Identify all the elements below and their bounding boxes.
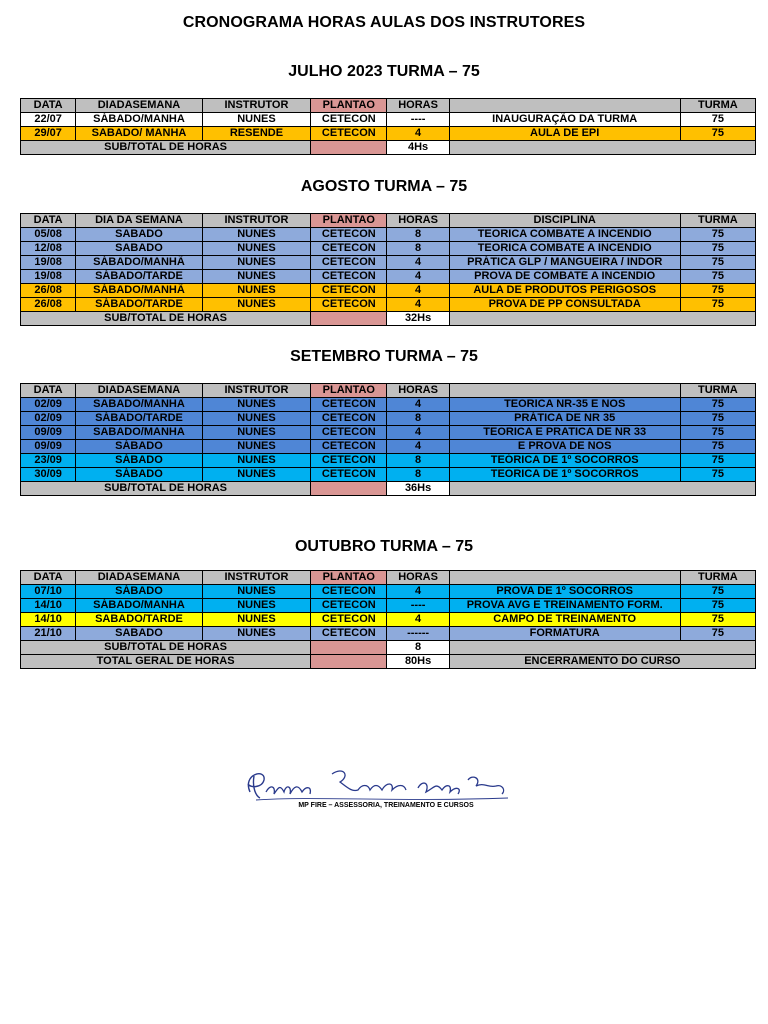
cell-weekday: SÁBADO (76, 440, 203, 454)
cell-discipline: TEORICA NR-35 E NOS (449, 398, 680, 412)
subtotal-label: SUB/TOTAL DE HORAS (21, 141, 311, 155)
cell-instructor: NUNES (202, 468, 310, 482)
header-plantao: PLANTAO (311, 99, 387, 113)
table-header-row (21, 384, 756, 398)
cell-date: 02/09 (21, 398, 76, 412)
cell-date: 19/08 (21, 270, 76, 284)
cell-weekday: SABADO/TARDE (76, 613, 203, 627)
cell-date: 02/09 (21, 412, 76, 426)
subtotal-plantao-cell (311, 312, 387, 326)
subtotal-row (21, 655, 756, 669)
header-hours: HORAS (387, 384, 449, 398)
cell-discipline: CAMPO DE TREINAMENTO (449, 613, 680, 627)
subtotal-note: ENCERRAMENTO DO CURSO (449, 655, 755, 669)
subtotal-row (21, 312, 756, 326)
cell-discipline: FORMATURA (449, 627, 680, 641)
cell-hours: 4 (387, 585, 449, 599)
table-row (21, 440, 756, 454)
header-hours: HORAS (387, 571, 449, 585)
cell-turma: 75 (680, 412, 755, 426)
cell-hours: 8 (387, 454, 449, 468)
cell-weekday: SABADO (76, 627, 203, 641)
cell-discipline: PROVA DE PP CONSULTADA (449, 298, 680, 312)
cell-turma: 75 (680, 599, 755, 613)
cell-weekday: SÁBADO/MANHÃ (76, 256, 203, 270)
header-weekday: DIADASEMANA (76, 99, 203, 113)
cell-instructor: NUNES (202, 398, 310, 412)
cell-instructor: NUNES (202, 613, 310, 627)
table-row (21, 228, 756, 242)
table-row (21, 426, 756, 440)
cell-turma: 75 (680, 113, 755, 127)
subtotal-hours: 80Hs (387, 655, 449, 669)
signature-caption: MP FIRE – ASSESSORIA, TREINAMENTO E CURSOS (298, 802, 474, 809)
table-row (21, 298, 756, 312)
header-plantao: PLANTAO (311, 384, 387, 398)
cell-turma: 75 (680, 627, 755, 641)
cell-discipline: TEORICA COMBATE A INCENDIO (449, 242, 680, 256)
cell-weekday: SÁBADO/MANHÃ (76, 284, 203, 298)
cell-turma: 75 (680, 228, 755, 242)
cell-weekday: SÁBADO (76, 585, 203, 599)
cell-hours: 8 (387, 242, 449, 256)
table-row (21, 412, 756, 426)
cell-instructor: NUNES (202, 270, 310, 284)
subtotal-plantao-cell (311, 655, 387, 669)
subtotal-hours: 32Hs (387, 312, 449, 326)
cell-discipline: PRÁTICA DE NR 35 (449, 412, 680, 426)
table-row (21, 127, 756, 141)
header-date: DATA (21, 99, 76, 113)
header-turma: TURMA (680, 214, 755, 228)
cell-weekday: SABADO (76, 242, 203, 256)
section-title-setembro: SETEMBRO TURMA – 75 (290, 348, 478, 365)
cell-plantao: CETECON (311, 256, 387, 270)
cell-instructor: NUNES (202, 412, 310, 426)
table-header-row (21, 214, 756, 228)
cell-plantao: CETECON (311, 298, 387, 312)
cell-discipline: TEORICA E PRATICA DE NR 33 (449, 426, 680, 440)
cell-weekday: SÁBADO/MANHA (76, 599, 203, 613)
subtotal-label: SUB/TOTAL DE HORAS (21, 641, 311, 655)
cell-plantao: CETECON (311, 113, 387, 127)
table-row (21, 242, 756, 256)
cell-turma: 75 (680, 585, 755, 599)
document-title: CRONOGRAMA HORAS AULAS DOS INSTRUTORES (182, 14, 586, 31)
header-discipline (449, 571, 680, 585)
cell-instructor: NUNES (202, 113, 310, 127)
header-turma: TURMA (680, 99, 755, 113)
cell-turma: 75 (680, 242, 755, 256)
header-weekday: DIADASEMANA (76, 384, 203, 398)
cell-date: 29/07 (21, 127, 76, 141)
cell-plantao: CETECON (311, 127, 387, 141)
cell-instructor: NUNES (202, 284, 310, 298)
header-plantao: PLANTAO (311, 571, 387, 585)
cell-turma: 75 (680, 426, 755, 440)
cell-weekday: SABADO/ MANHA (76, 127, 203, 141)
table-row (21, 270, 756, 284)
cell-hours: 4 (387, 270, 449, 284)
cell-plantao: CETECON (311, 242, 387, 256)
cell-date: 26/08 (21, 284, 76, 298)
section-title-agosto: AGOSTO TURMA – 75 (300, 178, 468, 195)
cell-hours: 4 (387, 256, 449, 270)
subtotal-note (449, 312, 755, 326)
cell-date: 14/10 (21, 613, 76, 627)
cell-plantao: CETECON (311, 412, 387, 426)
cell-hours: 4 (387, 127, 449, 141)
subtotal-hours: 36Hs (387, 482, 449, 496)
cell-hours: ---- (387, 599, 449, 613)
header-turma: TURMA (680, 571, 755, 585)
cell-hours: ------ (387, 627, 449, 641)
cell-weekday: SABADO/MANHA (76, 426, 203, 440)
subtotal-hours: 8 (387, 641, 449, 655)
cell-weekday: SÁBADO/MANHA (76, 113, 203, 127)
header-instructor: INSTRUTOR (202, 571, 310, 585)
cell-plantao: CETECON (311, 440, 387, 454)
cell-plantao: CETECON (311, 599, 387, 613)
cell-date: 22/07 (21, 113, 76, 127)
header-hours: HORAS (387, 214, 449, 228)
cell-hours: 4 (387, 284, 449, 298)
subtotal-note (449, 482, 755, 496)
schedule-table-setembro (20, 383, 756, 496)
header-weekday: DIA DA SEMANA (76, 214, 203, 228)
cell-discipline: TEORICA DE 1º SOCORROS (449, 468, 680, 482)
header-date: DATA (21, 384, 76, 398)
cell-plantao: CETECON (311, 228, 387, 242)
cell-hours: 8 (387, 468, 449, 482)
schedule-table-julho (20, 98, 756, 155)
section-title-outubro: OUTUBRO TURMA – 75 (294, 538, 474, 555)
cell-hours: 4 (387, 398, 449, 412)
header-instructor: INSTRUTOR (202, 384, 310, 398)
cell-date: 09/09 (21, 426, 76, 440)
cell-weekday: SÁBADO/TARDE (76, 298, 203, 312)
cell-plantao: CETECON (311, 585, 387, 599)
header-date: DATA (21, 214, 76, 228)
cell-turma: 75 (680, 298, 755, 312)
cell-hours: ---- (387, 113, 449, 127)
cell-date: 30/09 (21, 468, 76, 482)
cell-hours: 4 (387, 298, 449, 312)
cell-instructor: NUNES (202, 585, 310, 599)
cell-discipline: AULA DE PRODUTOS PERIGOSOS (449, 284, 680, 298)
cell-plantao: CETECON (311, 270, 387, 284)
header-discipline (449, 99, 680, 113)
cell-date: 12/08 (21, 242, 76, 256)
table-header-row (21, 571, 756, 585)
cell-instructor: NUNES (202, 256, 310, 270)
header-discipline: DISCIPLINA (449, 214, 680, 228)
subtotal-label: SUB/TOTAL DE HORAS (21, 482, 311, 496)
cell-date: 14/10 (21, 599, 76, 613)
cell-date: 21/10 (21, 627, 76, 641)
cell-discipline: PRÁTICA GLP / MANGUEIRA / INDOR (449, 256, 680, 270)
cell-date: 09/09 (21, 440, 76, 454)
cell-instructor: NUNES (202, 599, 310, 613)
cell-date: 07/10 (21, 585, 76, 599)
cell-weekday: SÁBADO/TARDE (76, 412, 203, 426)
table-row (21, 468, 756, 482)
cell-instructor: RESENDE (202, 127, 310, 141)
table-row (21, 454, 756, 468)
cell-instructor: NUNES (202, 242, 310, 256)
cell-instructor: NUNES (202, 440, 310, 454)
cell-plantao: CETECON (311, 284, 387, 298)
cell-hours: 4 (387, 426, 449, 440)
cell-discipline: TEÓRICA DE 1º SOCORROS (449, 454, 680, 468)
cell-turma: 75 (680, 613, 755, 627)
cell-hours: 8 (387, 412, 449, 426)
cell-plantao: CETECON (311, 468, 387, 482)
subtotal-plantao-cell (311, 482, 387, 496)
subtotal-row (21, 641, 756, 655)
subtotal-row (21, 141, 756, 155)
cell-discipline: AULA DE EPI (449, 127, 680, 141)
subtotal-note (449, 641, 755, 655)
cell-discipline: PROVA DE 1º SOCORROS (449, 585, 680, 599)
cell-turma: 75 (680, 398, 755, 412)
cell-weekday: SÁBADO (76, 468, 203, 482)
header-instructor: INSTRUTOR (202, 99, 310, 113)
subtotal-label: TOTAL GERAL DE HORAS (21, 655, 311, 669)
cell-plantao: CETECON (311, 398, 387, 412)
cell-instructor: NUNES (202, 426, 310, 440)
table-row (21, 585, 756, 599)
subtotal-note (449, 141, 755, 155)
cell-hours: 4 (387, 613, 449, 627)
header-weekday: DIADASEMANA (76, 571, 203, 585)
cell-discipline: TEORICA COMBATE A INCENDIO (449, 228, 680, 242)
cell-plantao: CETECON (311, 613, 387, 627)
cell-discipline: PROVA AVG E TREINAMENTO FORM. (449, 599, 680, 613)
cell-discipline: E PROVA DE NOS (449, 440, 680, 454)
cell-date: 23/09 (21, 454, 76, 468)
header-plantao: PLANTAO (311, 214, 387, 228)
cell-turma: 75 (680, 454, 755, 468)
table-header-row (21, 99, 756, 113)
header-discipline (449, 384, 680, 398)
header-turma: TURMA (680, 384, 755, 398)
cell-turma: 75 (680, 270, 755, 284)
cell-weekday: SABADO/MANHA (76, 398, 203, 412)
subtotal-plantao-cell (311, 141, 387, 155)
cell-turma: 75 (680, 440, 755, 454)
cell-hours: 4 (387, 440, 449, 454)
cell-date: 26/08 (21, 298, 76, 312)
subtotal-row (21, 482, 756, 496)
cell-date: 19/08 (21, 256, 76, 270)
cell-weekday: SABADO (76, 228, 203, 242)
header-date: DATA (21, 571, 76, 585)
cell-hours: 8 (387, 228, 449, 242)
cell-turma: 75 (680, 284, 755, 298)
cell-instructor: NUNES (202, 627, 310, 641)
subtotal-label: SUB/TOTAL DE HORAS (21, 312, 311, 326)
subtotal-hours: 4Hs (387, 141, 449, 155)
table-row (21, 627, 756, 641)
schedule-table-agosto (20, 213, 756, 326)
cell-discipline: INAUGURAÇÃO DA TURMA (449, 113, 680, 127)
table-row (21, 256, 756, 270)
table-row (21, 398, 756, 412)
cell-instructor: NUNES (202, 228, 310, 242)
table-row (21, 599, 756, 613)
cell-turma: 75 (680, 127, 755, 141)
cell-discipline: PROVA DE COMBATE A INCENDIO (449, 270, 680, 284)
table-row (21, 613, 756, 627)
cell-instructor: NUNES (202, 454, 310, 468)
cell-weekday: SÁBADO (76, 454, 203, 468)
table-row (21, 113, 756, 127)
header-hours: HORAS (387, 99, 449, 113)
cell-turma: 75 (680, 468, 755, 482)
header-instructor: INSTRUTOR (202, 214, 310, 228)
cell-date: 05/08 (21, 228, 76, 242)
cell-plantao: CETECON (311, 454, 387, 468)
cell-instructor: NUNES (202, 298, 310, 312)
subtotal-plantao-cell (311, 641, 387, 655)
cell-plantao: CETECON (311, 426, 387, 440)
cell-turma: 75 (680, 256, 755, 270)
schedule-table-outubro (20, 570, 756, 669)
table-row (21, 284, 756, 298)
cell-plantao: CETECON (311, 627, 387, 641)
section-title-julho: JULHO 2023 TURMA – 75 (288, 63, 480, 80)
cell-weekday: SÁBADO/TARDE (76, 270, 203, 284)
